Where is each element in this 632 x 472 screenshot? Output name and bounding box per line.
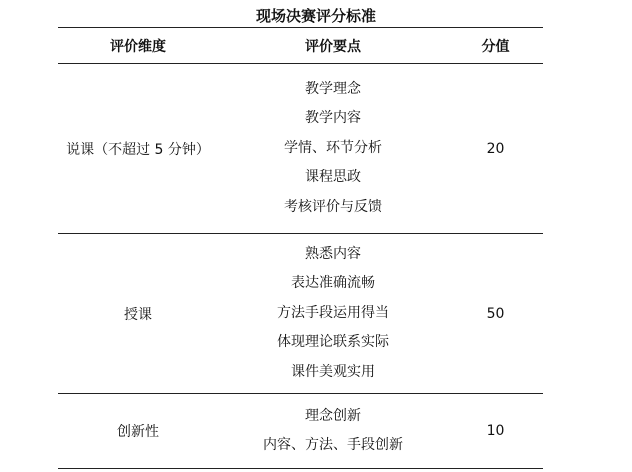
point-item: 考核评价与反馈	[284, 198, 382, 215]
scoring-table	[58, 27, 543, 469]
point-item: 理念创新	[305, 407, 361, 424]
points-cell	[218, 394, 448, 469]
header-score: 分值	[481, 38, 510, 55]
score-cell: 10	[486, 423, 505, 439]
dimension-cell: 创新性	[117, 424, 159, 440]
score-cell: 20	[486, 140, 505, 157]
point-item: 学情、环节分析	[284, 139, 382, 156]
header-row	[58, 28, 543, 64]
point-item: 课程思政	[305, 169, 361, 186]
dimension-cell: 授课	[124, 306, 152, 323]
point-item: 教学内容	[305, 110, 361, 127]
table-title: 现场决赛评分标准	[255, 7, 376, 25]
dimension-cell: 说课（不超过 5 分钟）	[66, 141, 210, 158]
point-item: 教学理念	[305, 80, 361, 97]
point-item: 课件美观实用	[291, 363, 375, 380]
point-item: 内容、方法、手段创新	[263, 437, 403, 453]
table-row	[58, 234, 543, 394]
point-item: 方法手段运用得当	[277, 304, 389, 321]
point-item: 体现理论联系实际	[277, 334, 389, 351]
score-cell: 50	[486, 305, 505, 322]
header-dimension: 评价维度	[110, 38, 166, 55]
points-cell	[218, 234, 448, 394]
table-row	[58, 64, 543, 234]
point-item: 熟悉内容	[305, 245, 361, 262]
header-points: 评价要点	[305, 38, 361, 55]
points-cell	[218, 64, 448, 234]
table-row	[58, 394, 543, 469]
point-item: 表达准确流畅	[291, 275, 375, 292]
